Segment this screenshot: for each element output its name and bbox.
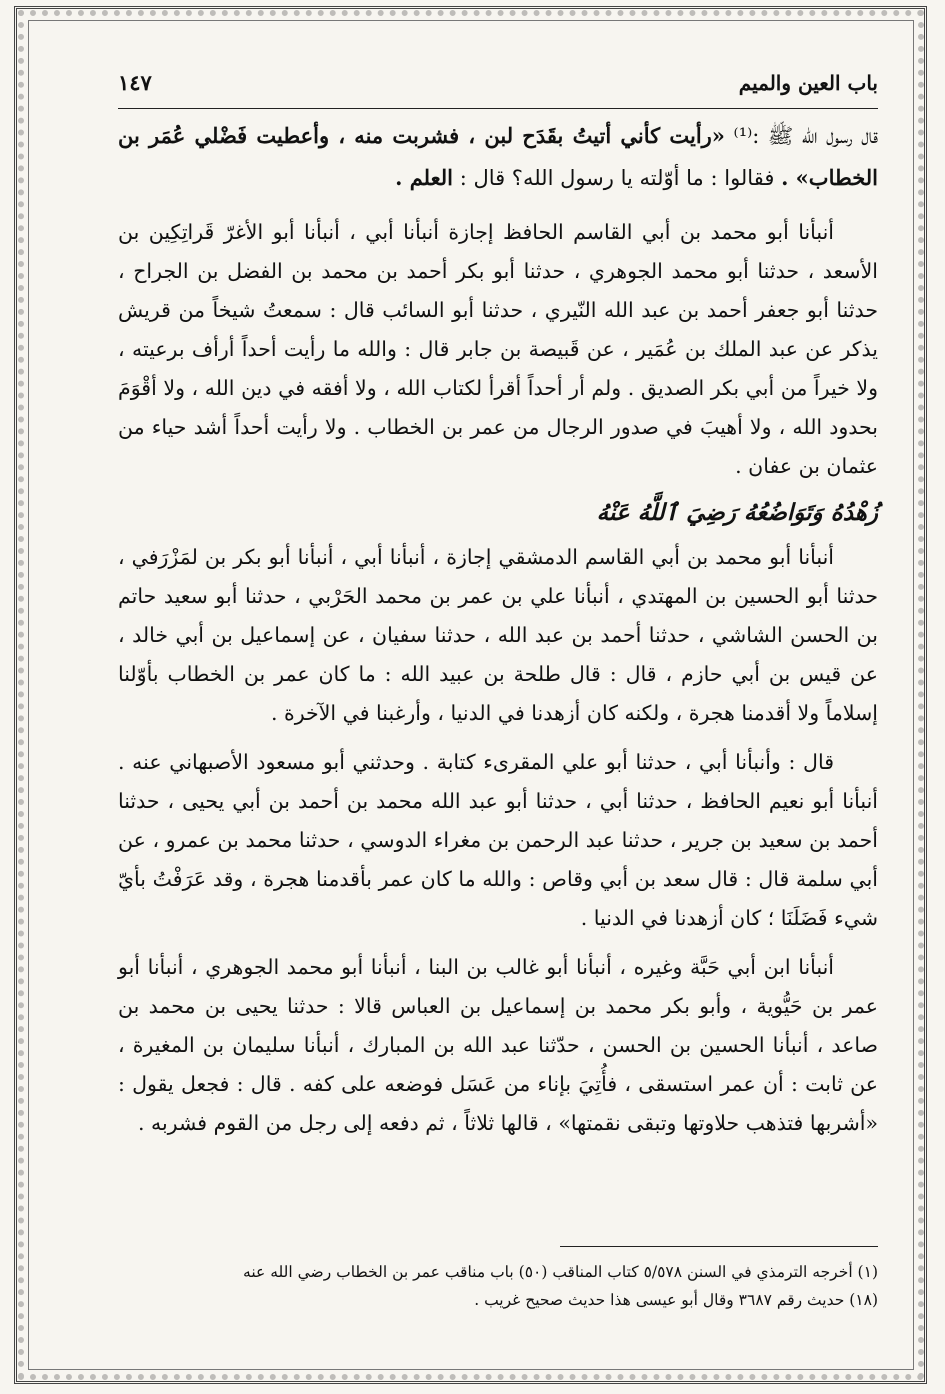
paragraph-3: قال : وأنبأنا أبي ، حدثنا أبو علي المقرىء كتابة . وحدثني أبو مسعود الأصبهاني عنه . أنبأنا أبو نعيم الحافظ ، حدثنا أبي ، حدثنا أبو عبد الله محمد بن أحمد بن أبي يحيى ، حدثنا أحمد بن سعيد بن جرير ، حدثنا عبد الرحمن بن مغراء الدوسي ، حدثنا محمد بن عمرو ، عن أبي سلمة قال : قال سعد بن أبي وقاص : والله ما كان عمر بأقدمنا هجرة ، وقد عَرَفْتُ بأيّ شيء فَضَلَنَا ؛ كان أزهدنا في الدنيا .	[118, 750, 878, 930]
section-heading: زُهْدُهُ وَتَوَاضُعُهُ رَضِيَ ٱللَّهُ عَنْهُ	[596, 499, 878, 526]
running-header	[118, 70, 878, 109]
intro-answer: العلم .	[395, 165, 453, 190]
chapter-title: باب العين والميم	[738, 71, 878, 95]
intro-hadith-quote: «رأيت كأني أتيتُ بقَدَح لبن ، فشربت منه ، وأعطيت فَضْلي عُمَر بن الخطاب» .	[118, 123, 878, 190]
footnotes	[130, 1258, 878, 1314]
footnote-line: (١) أخرجه الترمذي في السنن ٥/٥٧٨ كتاب المناقب (٥٠) باب مناقب عمر بن الخطاب رضي الله عنه	[243, 1263, 878, 1281]
footnote-divider	[560, 1246, 878, 1247]
paragraph-1: أنبأنا أبو محمد بن أبي القاسم الحافظ إجازة أنبأنا أبي ، أنبأنا أبو الأغرّ قَراتِكِين بن الأسعد ، حدثنا أبو محمد الجوهري ، حدثنا أبو بكر أحمد بن محمد بن الفضل بن الجراح ، حدثنا أبو جعفر أحمد بن عبد الله النّيري ، حدثنا أبو السائب قال : سمعتُ شيخاً من قريش يذكر عن عبد الملك بن عُمَير ، عن قَبيصة بن جابر قال : والله ما رأيت أحداً أرأف برعيته ، ولا خيراً من أبي بكر الصديق . ولم أر أحداً أقرأ لكتاب الله ، ولا أفقه في دين الله ، ولا أقْوَمَ بحدود الله ، ولا أهيبَ في صدور الرجال من عمر بن الخطاب . ولا رأيت أحداً أشد حياء من عثمان بن عفان .	[118, 220, 878, 478]
page-number: ١٤٧	[118, 70, 152, 95]
intro-hadith	[118, 115, 878, 199]
intro-lead: قال رسول الله ﷺ :⁽¹⁾	[733, 124, 878, 148]
paragraph-4: أنبأنا ابن أبي حَبَّة وغيره ، أنبأنا أبو غالب بن البنا ، أنبأنا أبو محمد الجوهري ، أنبأنا أبو عمر بن حَيُّوية ، وأبو بكر محمد بن إسماعيل بن العباس قالا : حدثنا يحيى بن محمد بن صاعد ، أنبأنا الحسين بن الحسن ، حدّثنا عبد الله بن المبارك ، أنبأنا سليمان بن المغيرة ، عن ثابت : أن عمر استسقى ، فأُتِيَ بإناء من عَسَل فوضعه على كفه . قال : فجعل يقول : «أشربها فتذهب حلاوتها وتبقى نقمتها» ، قالها ثلاثاً ، ثم دفعه إلى رجل من القوم فشربه .	[118, 955, 878, 1135]
footnote-line: (١٨) حديث رقم ٣٦٨٧ وقال أبو عيسى هذا حديث صحيح غريب .	[474, 1291, 878, 1309]
page-content	[118, 70, 878, 1143]
paragraph-2: أنبأنا أبو محمد بن أبي القاسم الدمشقي إجازة ، أنبأنا أبي ، أنبأنا أبو بكر بن لمَزْرَفي ، حدثنا أبو الحسين بن المهتدي ، أنبأنا علي بن عمر بن محمد الحَرْبي ، حدثنا أبو سعيد حاتم بن الحسن الشاشي ، حدثنا أحمد بن عبد الله ، حدثنا سفيان ، عن إسماعيل بن أبي خالد ، عن قيس بن أبي حازم ، قال : قال طلحة بن عبيد الله : ما كان عمر بن الخطاب بأوّلنا إسلاماً ولا أقدمنا هجرة ، ولكنه كان أزهدنا في الدنيا ، وأرغبنا في الآخرة .	[118, 545, 878, 725]
intro-question: فقالوا : ما أوّلته يا رسول الله؟ قال :	[459, 166, 775, 190]
